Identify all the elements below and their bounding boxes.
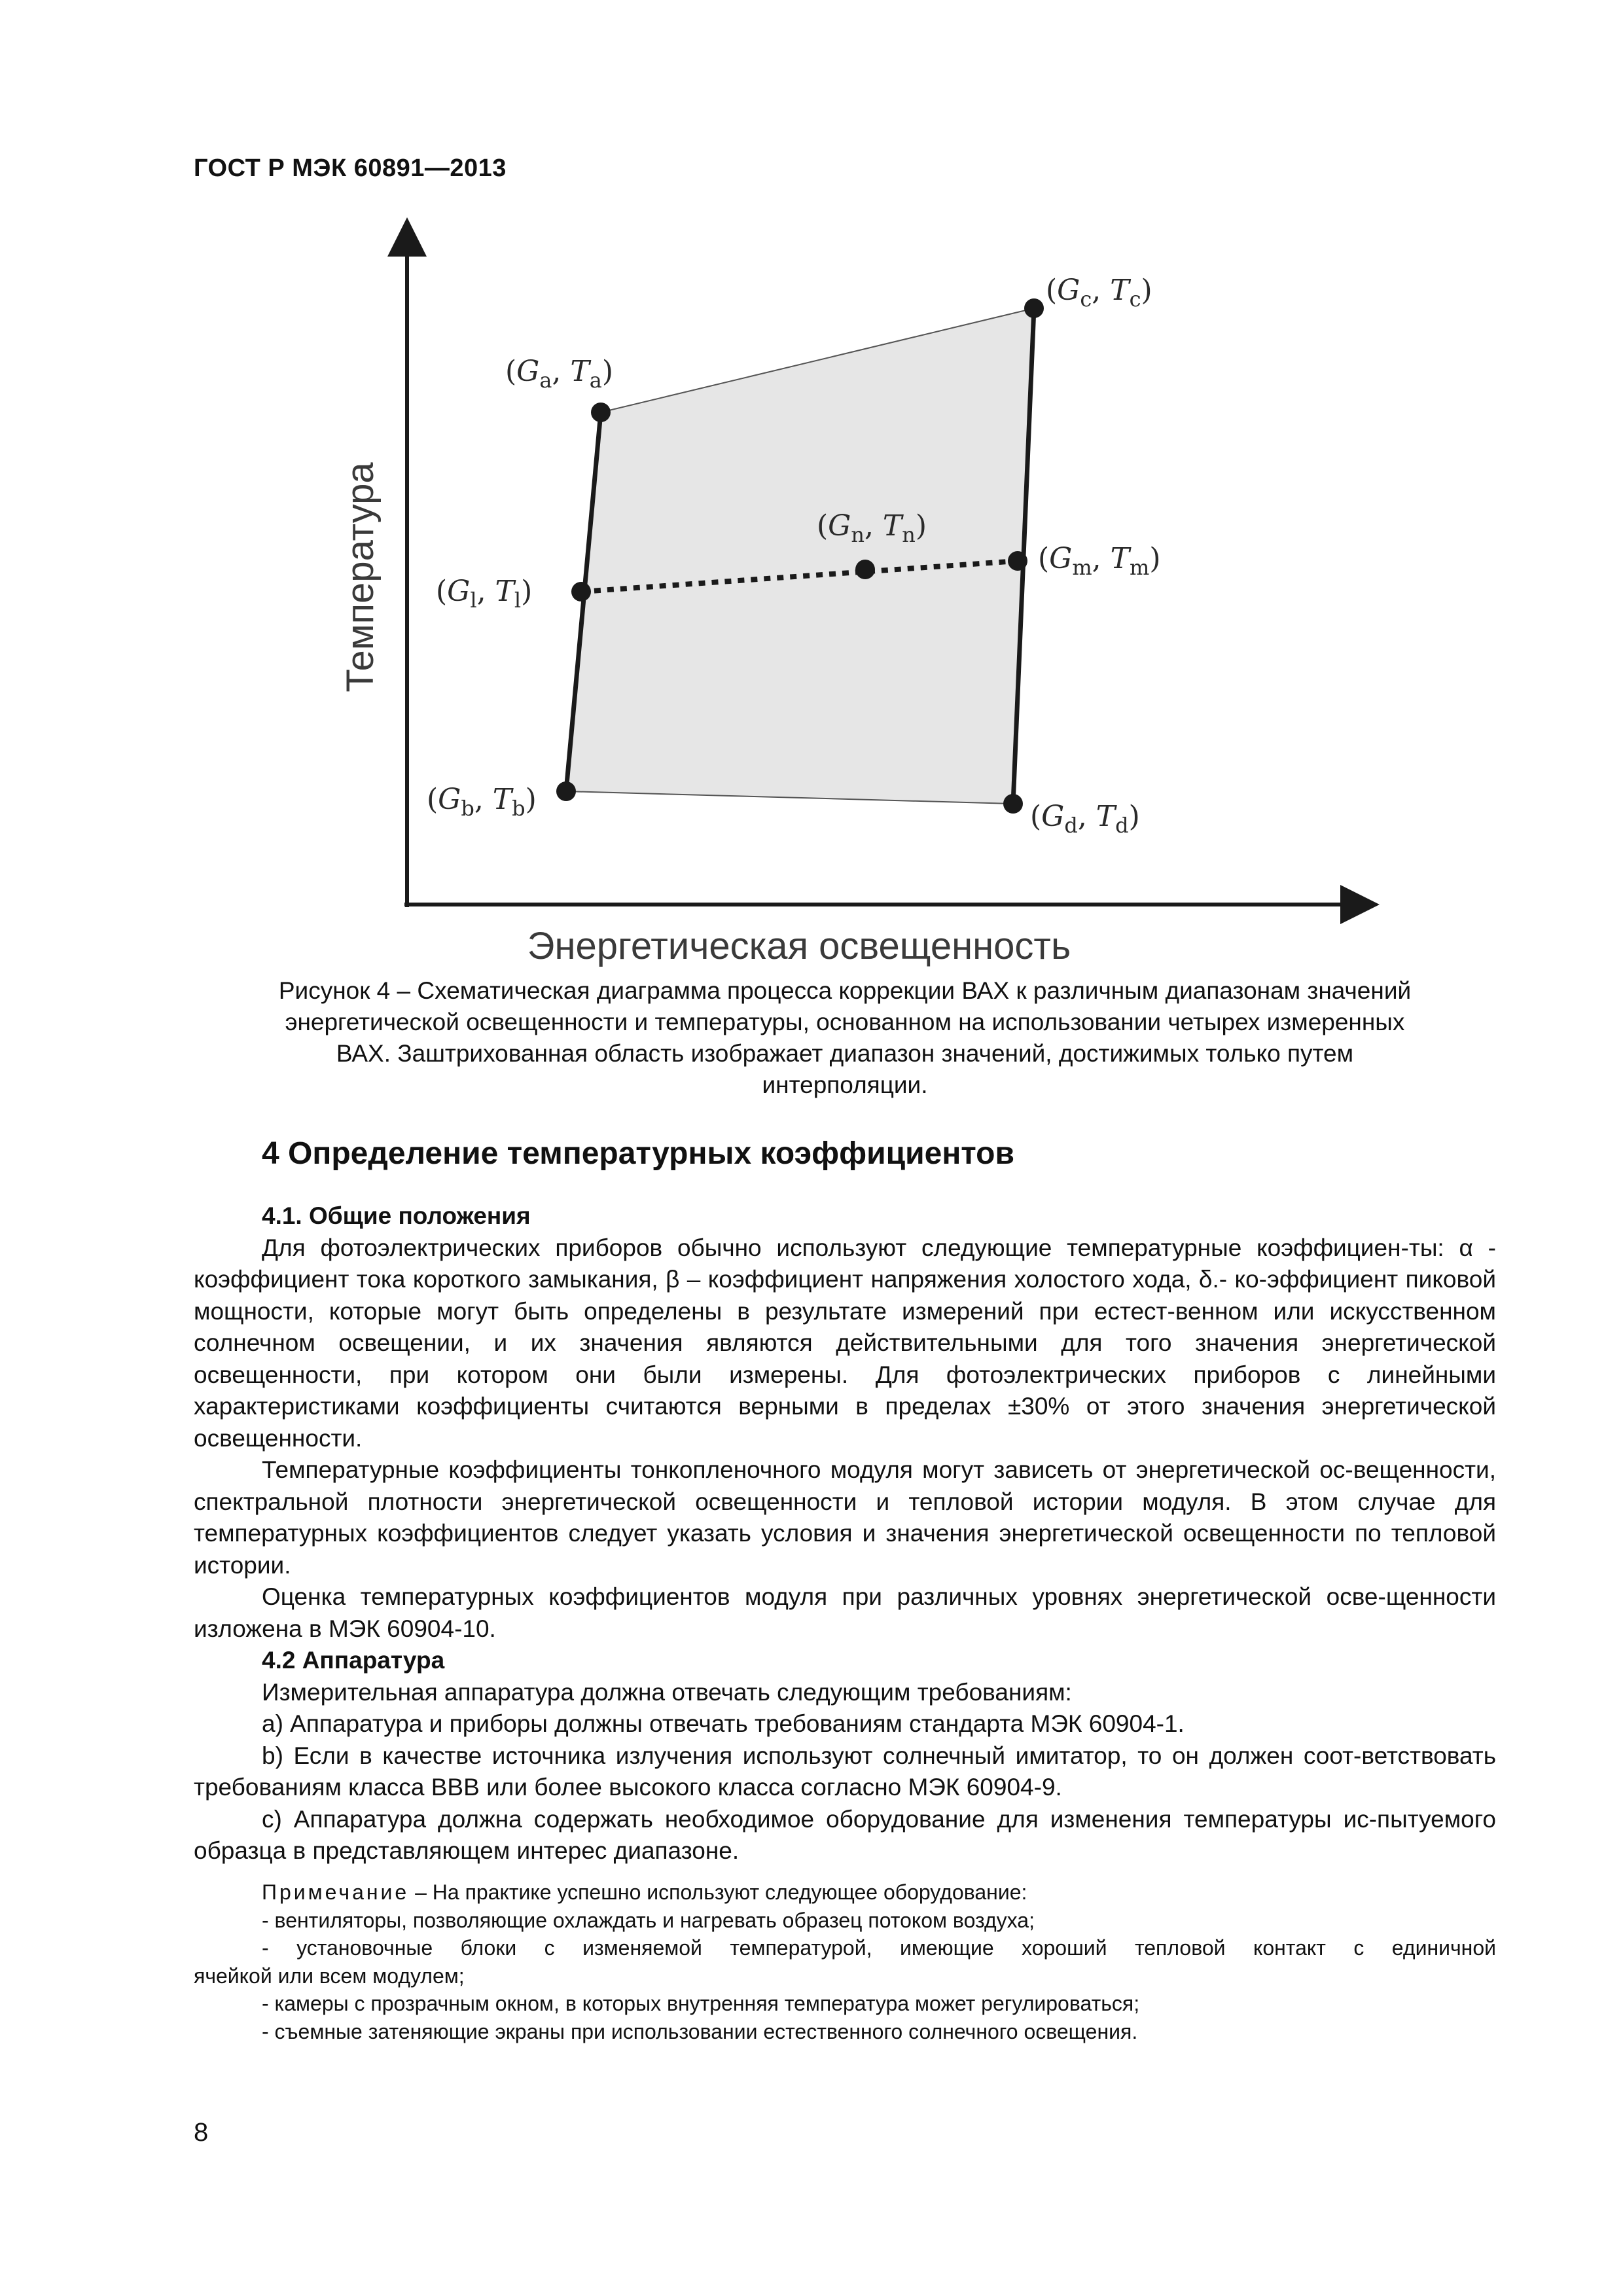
label-point-c: ($G_c$, $T_c$) — [1046, 274, 1152, 312]
document-header: ГОСТ Р МЭК 60891—2013 — [194, 154, 507, 182]
note-intro-text: – На практике успешно используют следующее оборудование: — [409, 1880, 1027, 1904]
note-label: Примечание — [262, 1880, 410, 1904]
label-point-m: ($G_m$, $T_m$) — [1038, 542, 1161, 580]
label-point-d: ($G_d$, $T_d$) — [1030, 800, 1140, 838]
label-point-l: ($G_l$, $T_l$) — [436, 575, 533, 613]
section-title: 4 Определение температурных коэффициентов — [262, 1136, 1015, 1171]
list-item-b: b) Если в качестве источника излучения используют солнечный имитатор, то он должен соот-ветствовать требованиям класса ВВВ или более высокого класса согласно МЭК 60904-9. — [194, 1742, 1496, 1801]
list-item-c: c) Аппаратура должна содержать необходимое оборудование для изменения температуры ис-пытуемого образца в представляющем интерес диапазоне. — [194, 1805, 1496, 1864]
note-item: - камеры с прозрачным окном, в которых внутренняя температура может регулироваться; — [262, 1992, 1140, 2015]
paragraph: Для фотоэлектрических приборов обычно используют следующие температурные коэффициен-ты: α - коэффициент тока короткого замыкания, β – коэффициент напряжения холостого хода, δ.- ко-эффициент пиковой мощности, которые могут быть определены в результате измерений при естест-венном или искусственном солнечном освещении, и их значения являются действительными для того значения энергетической освещенности, при котором они были измерены. Для фотоэлектрических приборов с линейными характеристиками коэффициенты считаются верными в пределах ±30% от этого значения энергетической освещенности. — [194, 1234, 1496, 1452]
paragraph: Оценка температурных коэффициентов модуля при различных уровнях энергетической осве-щенности изложена в МЭК 60904-10. — [194, 1583, 1496, 1642]
caption-line: ВАХ. Заштрихованная область изображает диапазон значений, достижимых только путем — [336, 1040, 1354, 1067]
point-c — [1024, 298, 1044, 318]
correction-diagram — [0, 0, 1623, 982]
point-m — [1008, 551, 1027, 571]
label-point-a: ($G_a$, $T_a$) — [505, 355, 613, 393]
label-point-n: ($G_n$, $T_n$) — [817, 509, 927, 547]
subsection-title-4-1: 4.1. Общие положения — [262, 1202, 531, 1229]
note — [194, 1878, 1496, 2045]
paragraph: Измерительная аппаратура должна отвечать следующим требованиям: — [262, 1678, 1072, 1706]
caption-line: энергетической освещенности и температуры, основанном на использовании четырех измеренных — [285, 1009, 1405, 1035]
list-item-a: а) Аппаратура и приборы должны отвечать требованиям стандарта МЭК 60904-1. — [262, 1710, 1185, 1737]
note-item: ячейкой или всем модулем; — [194, 1964, 465, 1988]
x-axis-label: Энергетическая освещенность — [527, 925, 1071, 967]
figure-caption — [194, 975, 1496, 1101]
note-item: - съемные затеняющие экраны при использовании естественного солнечного освещения. — [262, 2019, 1138, 2043]
section-body — [194, 1200, 1496, 1867]
caption-line: интерполяции. — [762, 1071, 928, 1098]
note-item: - вентиляторы, позволяющие охлаждать и нагревать образец потоком воздуха; — [262, 1908, 1035, 1932]
point-a — [591, 403, 611, 422]
point-l — [571, 582, 591, 601]
caption-line: Рисунок 4 – Схематическая диаграмма процесса коррекции ВАХ к различным диапазонам значений — [278, 977, 1412, 1004]
label-point-b: ($G_b$, $T_b$) — [427, 783, 537, 821]
point-b — [556, 781, 576, 801]
subsection-title-4-2: 4.2 Аппаратура — [262, 1647, 445, 1674]
point-n — [855, 560, 875, 579]
y-axis-label: Температура — [339, 462, 382, 692]
page-number: 8 — [194, 2118, 209, 2147]
note-item: - установочные блоки с изменяемой температурой, имеющие хороший тепловой контакт с единичной — [262, 1936, 1496, 1960]
interpolation-region — [566, 308, 1034, 804]
paragraph: Температурные коэффициенты тонкопленочного модуля могут зависеть от энергетической ос-вещенности, спектральной плотности энергетической освещенности и тепловой истории модуля. В этом случае для температурных коэффициентов следует указать условия и значения энергетической освещенности по тепловой истории. — [194, 1456, 1496, 1579]
point-d — [1003, 794, 1023, 814]
note-intro — [194, 1878, 1496, 1907]
